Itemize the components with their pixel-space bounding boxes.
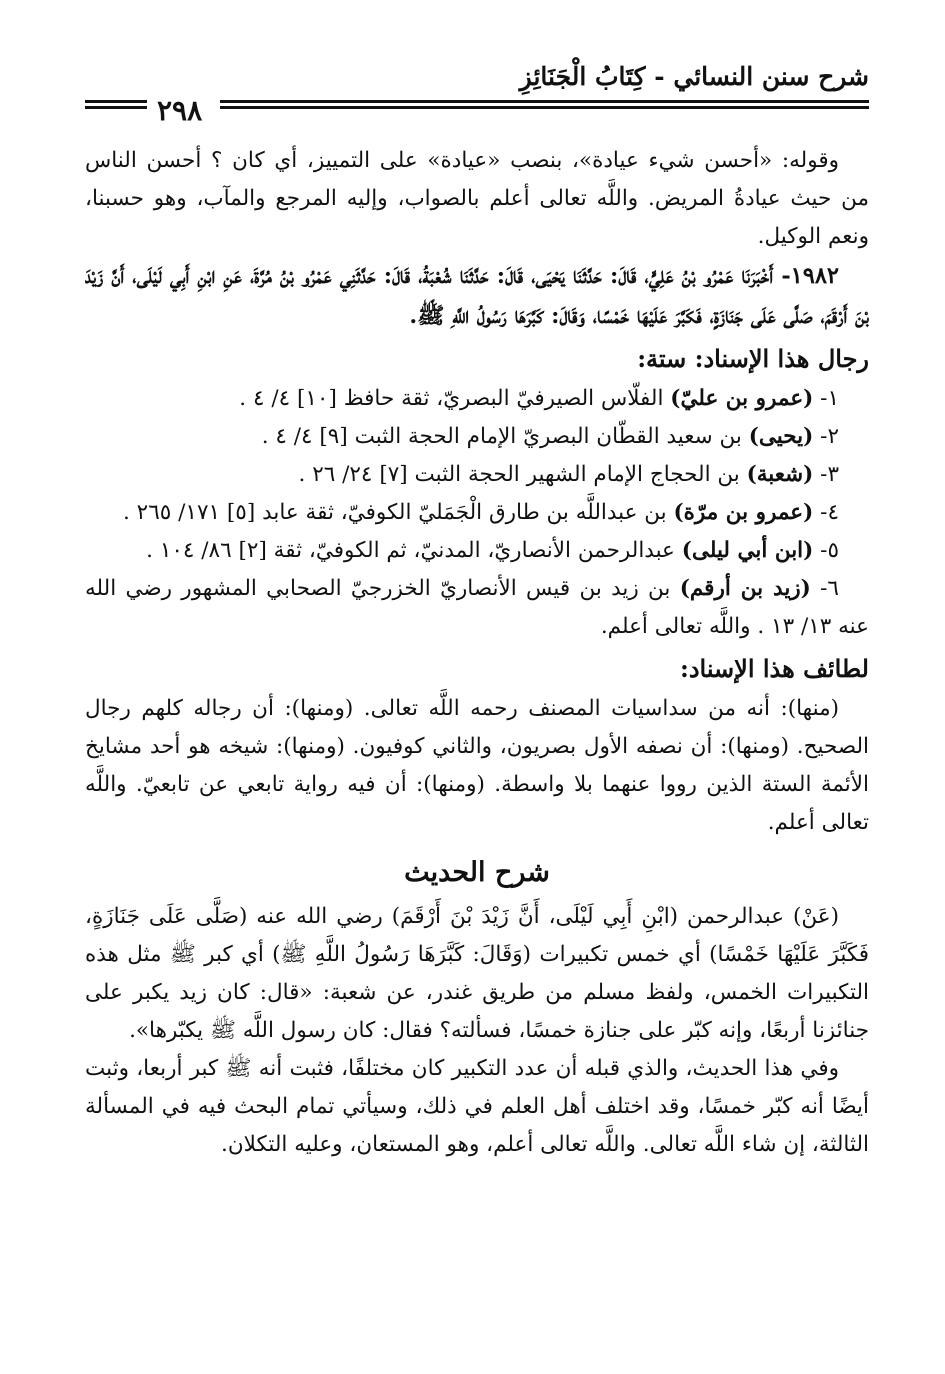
narrators-heading: رجال هذا الإسناد: ستة:: [637, 344, 869, 373]
sharh-paragraph: (عَنْ) عبدالرحمن (ابْنِ أَبِي لَيْلَى، أَنَّ زَيْدَ بْنَ أَرْقَمَ) رضي الله عنه (صَلَّى عَلَى جَنَازَةٍ، فَكَبَّرَ عَلَيْهَا خَمْسًا) أي خمس تكبيرات (وَقَالَ: كَبَّرَهَا رَسُولُ اللَّهِ ﷺ) أي كبر ﷺ مثل هذه التكبيرات الخمس، ولفظ مسلم من طريق غندر، عن شعبة: «قال: كان زيد يكبر على جنائزنا أربعًا، وإنه كبّر على جنازة خمسًا، فسألته؟ فقال: كان رسول اللَّه ﷺ يكبّرها».: [85, 904, 869, 1043]
narrator-item: ٣- (شعبة) بن الحجاج الإمام الشهير الحجة الثبت [٧] ٢٤/ ٢٦ .: [298, 462, 839, 487]
header-rule: [220, 100, 869, 103]
narrator-item: ٤- (عمرو بن مرّة) بن عبداللَّه بن طارق الْجَمَليّ الكوفيّ، ثقة عابد [٥] ١٧١/ ٢٦٥ .: [122, 500, 839, 525]
narrator-item: ٥- (ابن أبي ليلى) عبدالرحمن الأنصاريّ، المدنيّ، ثم الكوفيّ، ثقة [٢] ٨٦/ ١٠٤ .: [146, 538, 839, 563]
intro-paragraph: وقوله: «أحسن شيء عيادة»، بنصب «عيادة» على التمييز، أي كان ؟ أحسن الناس من حيث عيادةُ المريض. واللَّه تعالى أعلم بالصواب، وإليه المرجع والمآب، وهو حسبنا، ونعم الوكيل.: [85, 148, 869, 249]
narrator-name: (شعبة): [746, 462, 814, 487]
sharh-heading: شرح الحديث: [404, 857, 550, 888]
header-rule: [85, 100, 147, 103]
header-rule: [220, 106, 869, 109]
hadith-text: ١٩٨٢- أَخْبَرَنَا عَمْرُو بْنُ عَلِيٍّ، قَالَ: حَدَّثَنَا يَحْيَى، قَالَ: حَدَّثَنَا شُعْبَةُ، قَالَ: حَدَّثَنِي عَمْرُو بْنُ مُرَّةَ، عَنِ ابْنِ أَبِي لَيْلَى، أَنَّ زَيْدَ بْنَ أَرْقَمَ، صَلَّى عَلَى جَنَازَةٍ، فَكَبَّرَ عَلَيْهَا خَمْسًا، وَقَالَ: كَبَّرَهَا رَسُولُ اللَّهِ ﷺ.: [85, 263, 869, 329]
narrator-name: (ابن أبي ليلى): [681, 538, 814, 563]
narrator-item: ٢- (يحيى) بن سعيد القطّان البصريّ الإمام الحجة الثبت [٩] ٤/ ٤ .: [261, 424, 839, 449]
running-title: شرح سنن النسائي - كِتَابُ الْجَنَائِزِ: [519, 62, 869, 91]
subtleties-paragraph: (منها): أنه من سداسيات المصنف رحمه اللَّه تعالى. (ومنها): أن رجاله كلهم رجال الصحيح. (ومنها): أن نصفه الأول بصريون، والثاني كوفيون. (ومنها): شيخه هو أحد مشايخ الأئمة الستة الذين رووا عنهما بلا واسطة. (ومنها): أن فيه رواية تابعي عن تابعيّ. واللَّه تعالى أعلم.: [85, 696, 869, 835]
page-header: [85, 62, 869, 127]
narrator-item: ٦- (زيد بن أرقم) بن زيد بن قيس الأنصاريّ الخزرجيّ الصحابي المشهور رضي الله عنه ١٣/ ١٣ . واللَّه تعالى أعلم.: [85, 576, 869, 639]
narrator-item: ١- (عمرو بن عليّ) الفلّاس الصيرفيّ البصريّ، ثقة حافظ [١٠] ٤/ ٤ .: [239, 386, 839, 411]
narrator-name: (عمرو بن مرّة): [673, 500, 814, 525]
sharh-paragraph: وفي هذا الحديث، والذي قبله أن عدد التكبير كان مختلفًا، فثبت أنه ﷺ كبر أربعا، وثبت أيضًا أنه كبّر خمسًا، وقد اختلف أهل العلم في ذلك، وسيأتي تمام البحث فيه في المسألة الثالثة، إن شاء اللَّه تعالى. واللَّه تعالى أعلم، وهو المستعان، وعليه التكلان.: [85, 1056, 869, 1157]
book-page: [85, 0, 869, 1374]
subtleties-heading: لطائف هذا الإسناد:: [679, 654, 869, 683]
narrator-name: (يحيى): [748, 424, 814, 449]
narrator-name: (عمرو بن عليّ): [670, 386, 814, 411]
narrator-name: (زيد بن أرقم): [679, 576, 811, 601]
page-number: ٢٩٨: [157, 94, 203, 127]
header-rule: [85, 106, 147, 109]
page-body: [85, 142, 869, 1164]
